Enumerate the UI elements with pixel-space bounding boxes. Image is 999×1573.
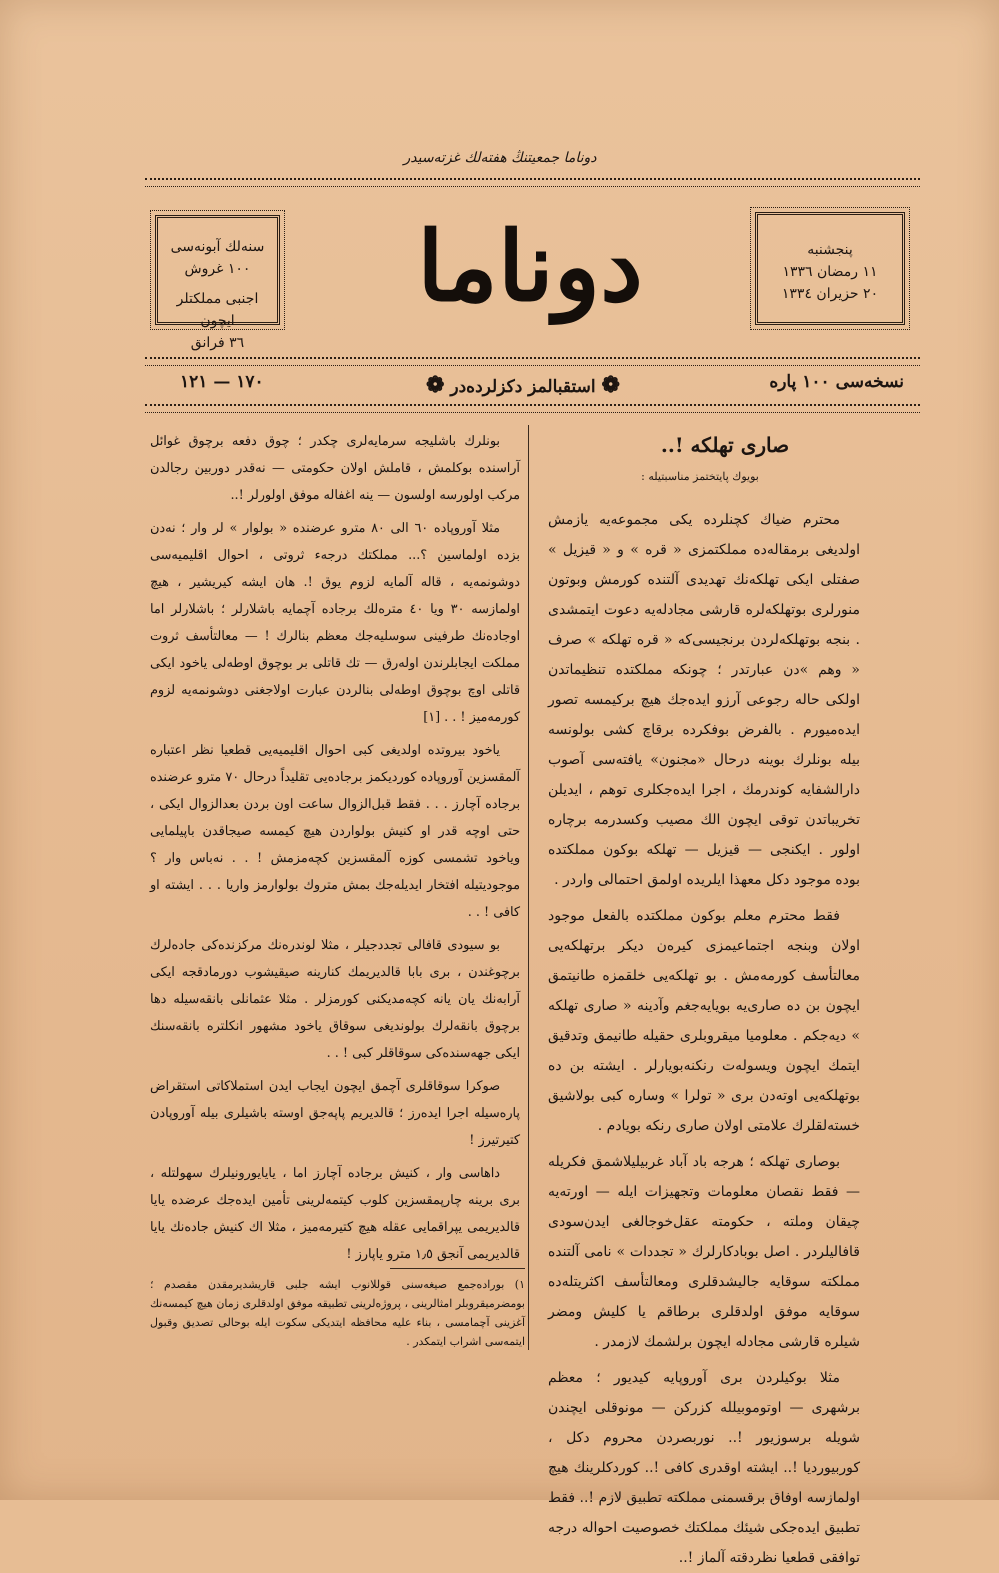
- masthead-bottom-rule: [145, 357, 920, 366]
- price-label: نسخه‌سی ١٠٠ پاره: [769, 372, 904, 392]
- date-day: پنجشنبه: [807, 242, 853, 258]
- date-box: [755, 212, 905, 325]
- tagline: دوناما جمعیتنڭ هفتەلك غزته‌سیدر: [403, 150, 597, 166]
- masthead-title: دوناما: [417, 210, 643, 323]
- subscription-line-1: سنەلك آبونەسی: [170, 239, 265, 255]
- subscription-line-3: اجنبی مملکتلر ایچون: [176, 291, 259, 329]
- flower-ornament-icon: ❁: [426, 372, 445, 398]
- date-rumi: ٢٠ حزیران ١٣٣٤: [781, 286, 879, 302]
- subscription-box: [155, 215, 280, 351]
- subscription-line-2: ١٠٠ غروش: [184, 261, 251, 277]
- date-hijri: ١١ رمضان ١٣٣٦: [782, 264, 878, 280]
- column-paragraph: داهاسی وار ، كنیش برجاده آچارز اما ، یایایورونیلرك سهولتله ، بری برینه چارپمقسزین كلوب كیتمه‌لرینی تأمین ایده‌جك عرضده یایا قالدیریمی یپراقمایی عقله هیچ كتیرمه‌میز ، مثلا اك كنیش جاده‌نك یایا قالدیریمی آنجق ١٫٥ مترو یاپارز !: [150, 1166, 520, 1262]
- footnote: ١) بوراده‌جمع صیغه‌سنی قوللانوب ایشه جلبی قاریشدیرمقدن مقصدم ؛ بومضرمیقروبلر امثالرینی ، پروژه‌لرینی تطبیقه موفق اولدقلری زمان هیچ كیمسه‌نك آغزینی آچمامسی ، بناء علیه محافظه ایتدیکی سکوت ایله بوحالی تصدیق وقبول ایتمه‌سی اشراب ایتمکدر .: [150, 1278, 525, 1348]
- column-paragraph: بونلرك باشلیجه سرمایه‌لری چکدر ؛ چوق دفعه برچوق غوائل آراسنده بوكلمش ، قاملش اولان حکومتی — نه‌قدر دوربین رجالدن مرکب اولورسه اولسون — ینه اغفاله موفق اولورلر !..: [150, 434, 520, 503]
- infobar-bottom-rule: [145, 404, 920, 413]
- column-divider: [528, 425, 529, 1350]
- footnote-rule: [390, 1268, 525, 1269]
- issue-number: ١٧٠ — ١٢١: [180, 372, 264, 392]
- article-paragraph: مثلا بوكیلردن بری آوروپایه كیدیور ؛ معظم برشهری — اوتوموبیلله كزركن — مونوقلی ایچندن شویله برسوزیور !.. نوربصردن محروم دكل ، كوربیوردیا !.. ایشته اوقدری كافی !.. كوردكلرینك هیچ اولمازسه اوفاق برقسمنی مملکته تطبیق لازم !.. فقط تطبیق ایده‌جکی شیئك مملکتك خصوصیت احواله درجه توافقی قطعیا نظردقته آلماز !..: [548, 1370, 860, 1566]
- motto-text: استقبالمز دکزلرده‌در: [450, 377, 596, 397]
- article-paragraph: محترم ضیاك كچنلرده یكی مجموعه‌یه یازمش اولدیغی برمقاله‌ده مملکتمزی « قره » و « قیزیل » صفتلی ایکی تهلکه‌نك تهدیدی آلتنده كورمش وبوتون منورلری بوتهلکه‌لره قارشی مجادله‌یه دعوت ایتمشدی . بنجه بوتهلکه‌لردن برنجیسی‌كه « قره تهلکه » صرف « وهم »دن عبارتدر ؛ چونکه مملکتده تنظیماتدن اولکی حاله رجوعی آرزو ایده‌جك هیچ بركیمسه تصور ایده‌میورم . بالفرض بوفکرده برقاچ كشی بولونسه بیله بونلرك بوینه درحال «مجنون» یافته‌سی آصوب دارالشفایه كوندرمك ، اجرا ایده‌جكلری توهم ، ایدیلن تخریباتدن توقی ایچون الك مصیب وكسدرمه برچاره اولور . ایکنجی — قیزیل — تهلکه بوكون مملکتده بوده موجود دكل معهذا ایلریده اولمق احتمالی واردر .: [548, 512, 860, 888]
- article-subtitle: بویوك پایتختمز مناسبتیله :: [641, 470, 759, 483]
- article-title: صاری تهلکه !..: [660, 433, 790, 457]
- column-paragraph: یاخود بیروتده اولدیغی كبی احوال اقلیمیه‌یی قطعیا نظر اعتباره آلمقسزین آوروپاده كوردیکمز برجاده‌یی تقلیداً درحال ٧٠ مترو عرضنده برجاده آچارز . . . فقط قبل‌الزوال ساعت اون بردن بعدالزوال ایکی ، حتی اوچه قدر او كنیش بولواردن هیچ كیمسه صیجاقدن باپیلمایی ویاخود تشمسی كوزه آلمقسزین كچه‌مزمش ! . . نه‌باس وار ؟ موجودیتیله افتخار ایدیله‌جك بمش متروك بولوارمز واریا . . . ایشته او كافی ! . .: [150, 743, 520, 920]
- right-column: [150, 428, 520, 1263]
- article-paragraph: فقط محترم معلم بوكون مملکتده بالفعل موجود اولان وبنجه اجتماعیمزی كیرەن دیکر برتهلکه‌یی معالتأسف كورمه‌مش . بو تهلکه‌یی خلقمزه طانیتمق ایچون بن ده صاری‌یه بویایه‌جغم وآدینه « صاری تهلکه » دیه‌جکم . معلومیا میقروبلری حقیله طانیمق وتدقیق ایتمك ایچون ویسولەت رنکنه‌بویارلر . ایشته بن ده بوتهلکه‌یی اوته‌دن بری « تولرا » وساره كبی بولاشیق خسته‌لقلرك علامتی اولان صاری رنکه بویادم .: [548, 908, 860, 1134]
- motto-line: [418, 372, 628, 402]
- masthead: [335, 180, 725, 350]
- column-paragraph: بو سیودی قافالی تجددجیلر ، مثلا لوندره‌نك مركزنده‌كی جاده‌لرك برچوغندن ، بری بابا قالدیریمك كنارینه صیقیشوب دورمادقجه ایکی آرابه‌نك یان یانه كچه‌مدیکنی كورمزلر . مثلا عثمانلی بانقه‌سیله دها برچوق بانقه‌لرك بولوندیغی سوقاق یاخود مشهور انکلتره بانقه‌سنك ایکی جهه‌سنده‌كی سوقاقلر كبی ! . .: [150, 938, 520, 1061]
- article-paragraph: بوصاری تهلکه ؛ هرجه باد آباد غربیلیلاشمق فکریله — فقط نقصان معلومات وتجهیزات ایله — اورته‌یه چیقان وملته ، حکومته عقل‌خوجالغی ایدن‌سودی قافالیلردر . اصل بوبادكارلرك « تجددات » نامی آلتنده مملکته سوقایه جالیشدقلری ومعالتأسف اكثریتله‌ده سوقایه موفق اولدقلری برطاقم یا كلیش ومضر شیلره قارشی مجادله ایچون برلشمك لازمدر .: [548, 1154, 860, 1350]
- article-column: [548, 505, 860, 1566]
- flower-ornament-icon: ❁: [601, 372, 620, 398]
- subscription-line-4: ٣٦ فرانق: [190, 335, 245, 351]
- column-paragraph: مثلا آوروپاده ٦٠ الی ٨٠ مترو عرضنده « بولوار » لر وار ؛ نه‌دن بزده اولماسین ؟... مملکتك درجه‌ء ثروتی ، احوال اقلیمیه‌سی دوشونمه‌یه ، قاله آلمایه لزوم یوق !. هان ایشه كیریشیر ، هیچ اولمازسه ٣٠ ویا ٤٠ مترەلك برجاده آچمایه باشلارلر ؛ باشلارلر اما اوجاده‌نك طرفینی سوسلیه‌جك معظم بنالرك ! — معالتأسف ثروت مملکت ایجابلرندن اوله‌رق — تك قاتلی بر بوچوق اوطه‌لی یاخود ایکی قاتلی اوچ بوچوق اوطه‌لی بنالردن عبارت اولاجغنی دوشونمه‌یه لزوم كورمه‌میز ! . . [١]: [150, 521, 520, 725]
- column-paragraph: صوكرا سوقاقلری آچمق ایچون ایجاب ایدن استملاكاتی استقراض پاره‌سیله اجرا ایدەرز ؛ قالدیریم پاپه‌جق اوسته باشیلری بیله آوروپادن كتیرتیرز !: [150, 1079, 520, 1148]
